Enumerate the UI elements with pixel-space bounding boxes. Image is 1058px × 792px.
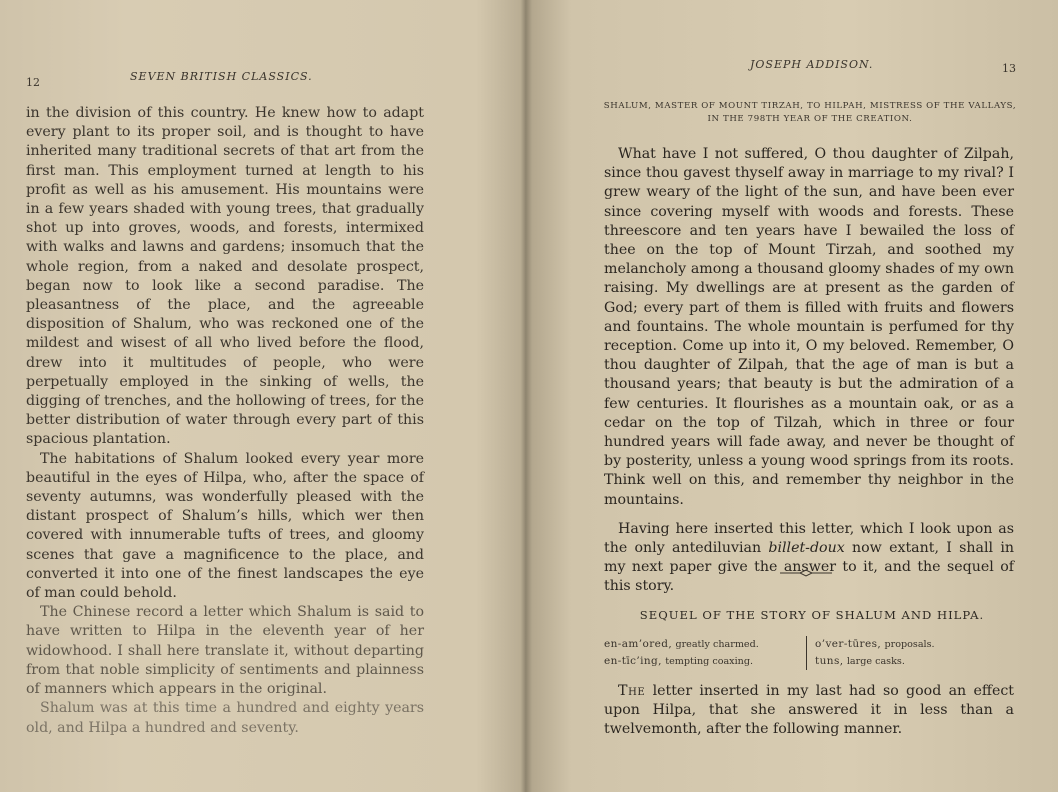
- right-page-number: 13: [1002, 62, 1016, 75]
- glossary-entry: [604, 636, 800, 653]
- left-running-head: SEVEN BRITISH CLASSICS.: [130, 70, 313, 83]
- sequel-text: [604, 682, 1014, 740]
- ornament-divider-icon: [778, 568, 834, 578]
- left-page-number: 12: [26, 76, 40, 89]
- closing-italic-term: billet-doux: [768, 540, 845, 557]
- left-paragraph-4: Shalum was at this time a hundred and eighty years old, and Hilpa a hundred and seventy.: [26, 700, 424, 736]
- left-paragraph-1: in the division of this country. He knew how to adapt every plant to its proper soil, and is thought to have inherited many traditional secrets of that art from the first man. This employment turned at length to his profit as well as his amusement. His mountains were in a few years shaded with young trees, that gradually shot up into groves, woods, and forests, intermixed with walks and lawns and gardens; insomuch that the whole region, from a naked and desolate prospect, began now to look like a second paradise. The pleasantness of the place, and the agreeable disposition of Shalum, who was reckoned one of the mildest and wisest of all who lived before the flood, drew into it multitudes of people, who were perpetually employed in the sinking of wells, the digging of trenches, and the hollowing of trees, for the better distribution of water through every part of this spacious plantation.: [26, 105, 424, 448]
- right-page: [528, 0, 1058, 792]
- sequel-lead-word: The: [618, 683, 646, 699]
- closing-paragraph: [604, 520, 1014, 597]
- glossary-entry: [815, 636, 1025, 653]
- section-title: SEQUEL OF THE STORY OF SHALUM AND HILPA.: [639, 608, 985, 622]
- glossary-term: o’ver-tūres,: [815, 638, 882, 650]
- sequel-paragraph: [604, 682, 1014, 740]
- glossary-definition: greatly charmed.: [675, 639, 759, 650]
- glossary-term: tuns,: [815, 655, 844, 667]
- letter-paragraph: What have I not suffered, O thou daughter of Zilpah, since thou gavest thyself away in marriage to my rival? I grew weary of the light of the sun, and have been ever since covering myself with woods and forests. These threescore and ten years have I bewailed the loss of thee on the top of Mount Tirzah, and soothed my melancholy among a thousand gloomy shades of my own raising. My dwellings are at present as the garden of God; every part of them is filled with fruits and flowers and fountains. The whole mountain is perfumed for thy reception. Come up into it, O my beloved. Remember, O thou daughter of Zilpah, that the age of man is but a thousand years; that beauty is but the admiration of a few centuries. It flourishes as a mountain oak, or as a cedar on the top of Tilzah, which in three or four hundred years will fade away, and never be thought of by posterity, unless a young wood springs from its roots. Think well on this, and remember thy neighbor in the mountains.: [604, 146, 1014, 508]
- glossary-entry: [604, 653, 800, 670]
- right-running-head: JOSEPH ADDISON.: [750, 58, 874, 71]
- glossary-definition: tempting coaxing.: [665, 656, 754, 667]
- left-paragraph-3: The Chinese record a letter which Shalum is said to have written to Hilpa in the eleventh year of her widowhood. I shall here translate it, without departing from that noble simplicity of sentiments and plainness of manners which appears in the original.: [26, 604, 424, 698]
- glossary-column-1: [604, 636, 800, 670]
- glossary-entry: [815, 653, 1025, 670]
- left-page-text: [26, 104, 424, 738]
- left-page: [0, 0, 520, 792]
- glossary-term: en-am’ored,: [604, 638, 673, 650]
- right-page-text: [604, 145, 1014, 597]
- left-paragraph-2: The habitations of Shalum looked every year more beautiful in the eyes of Hilpa, who, after the space of seventy autumns, was wonderfully pleased with the distant prospect of Shalum’s hills, which wer then covered with innumerable tufts of trees, and gloomy scenes that gave a magnificence to the place, and converted it into one of the finest landscapes the eye of man could behold.: [26, 450, 424, 602]
- glossary-column-2: [806, 636, 1025, 670]
- closing-text-before: Having here inserted this letter, which I look upon as the only antediluvian: [604, 520, 1014, 557]
- sequel-rest: letter inserted in my last had so good an effect upon Hilpa, that she answered it in less than a twelvemonth, after the following manner.: [604, 683, 1014, 738]
- glossary-term: en-tīc’ing,: [604, 655, 662, 667]
- glossary-definition: large casks.: [846, 656, 905, 667]
- letter-heading: SHALUM, MASTER OF MOUNT TIRZAH, TO HILPAH, MISTRESS OF THE VALLAYS, IN THE 798TH YEAR OF THE CREATION.: [603, 101, 1017, 124]
- glossary-definition: proposals.: [884, 639, 935, 650]
- closing-text-after: now extant, I shall in my next paper give the answer to it, and the sequel of this story.: [604, 540, 1014, 595]
